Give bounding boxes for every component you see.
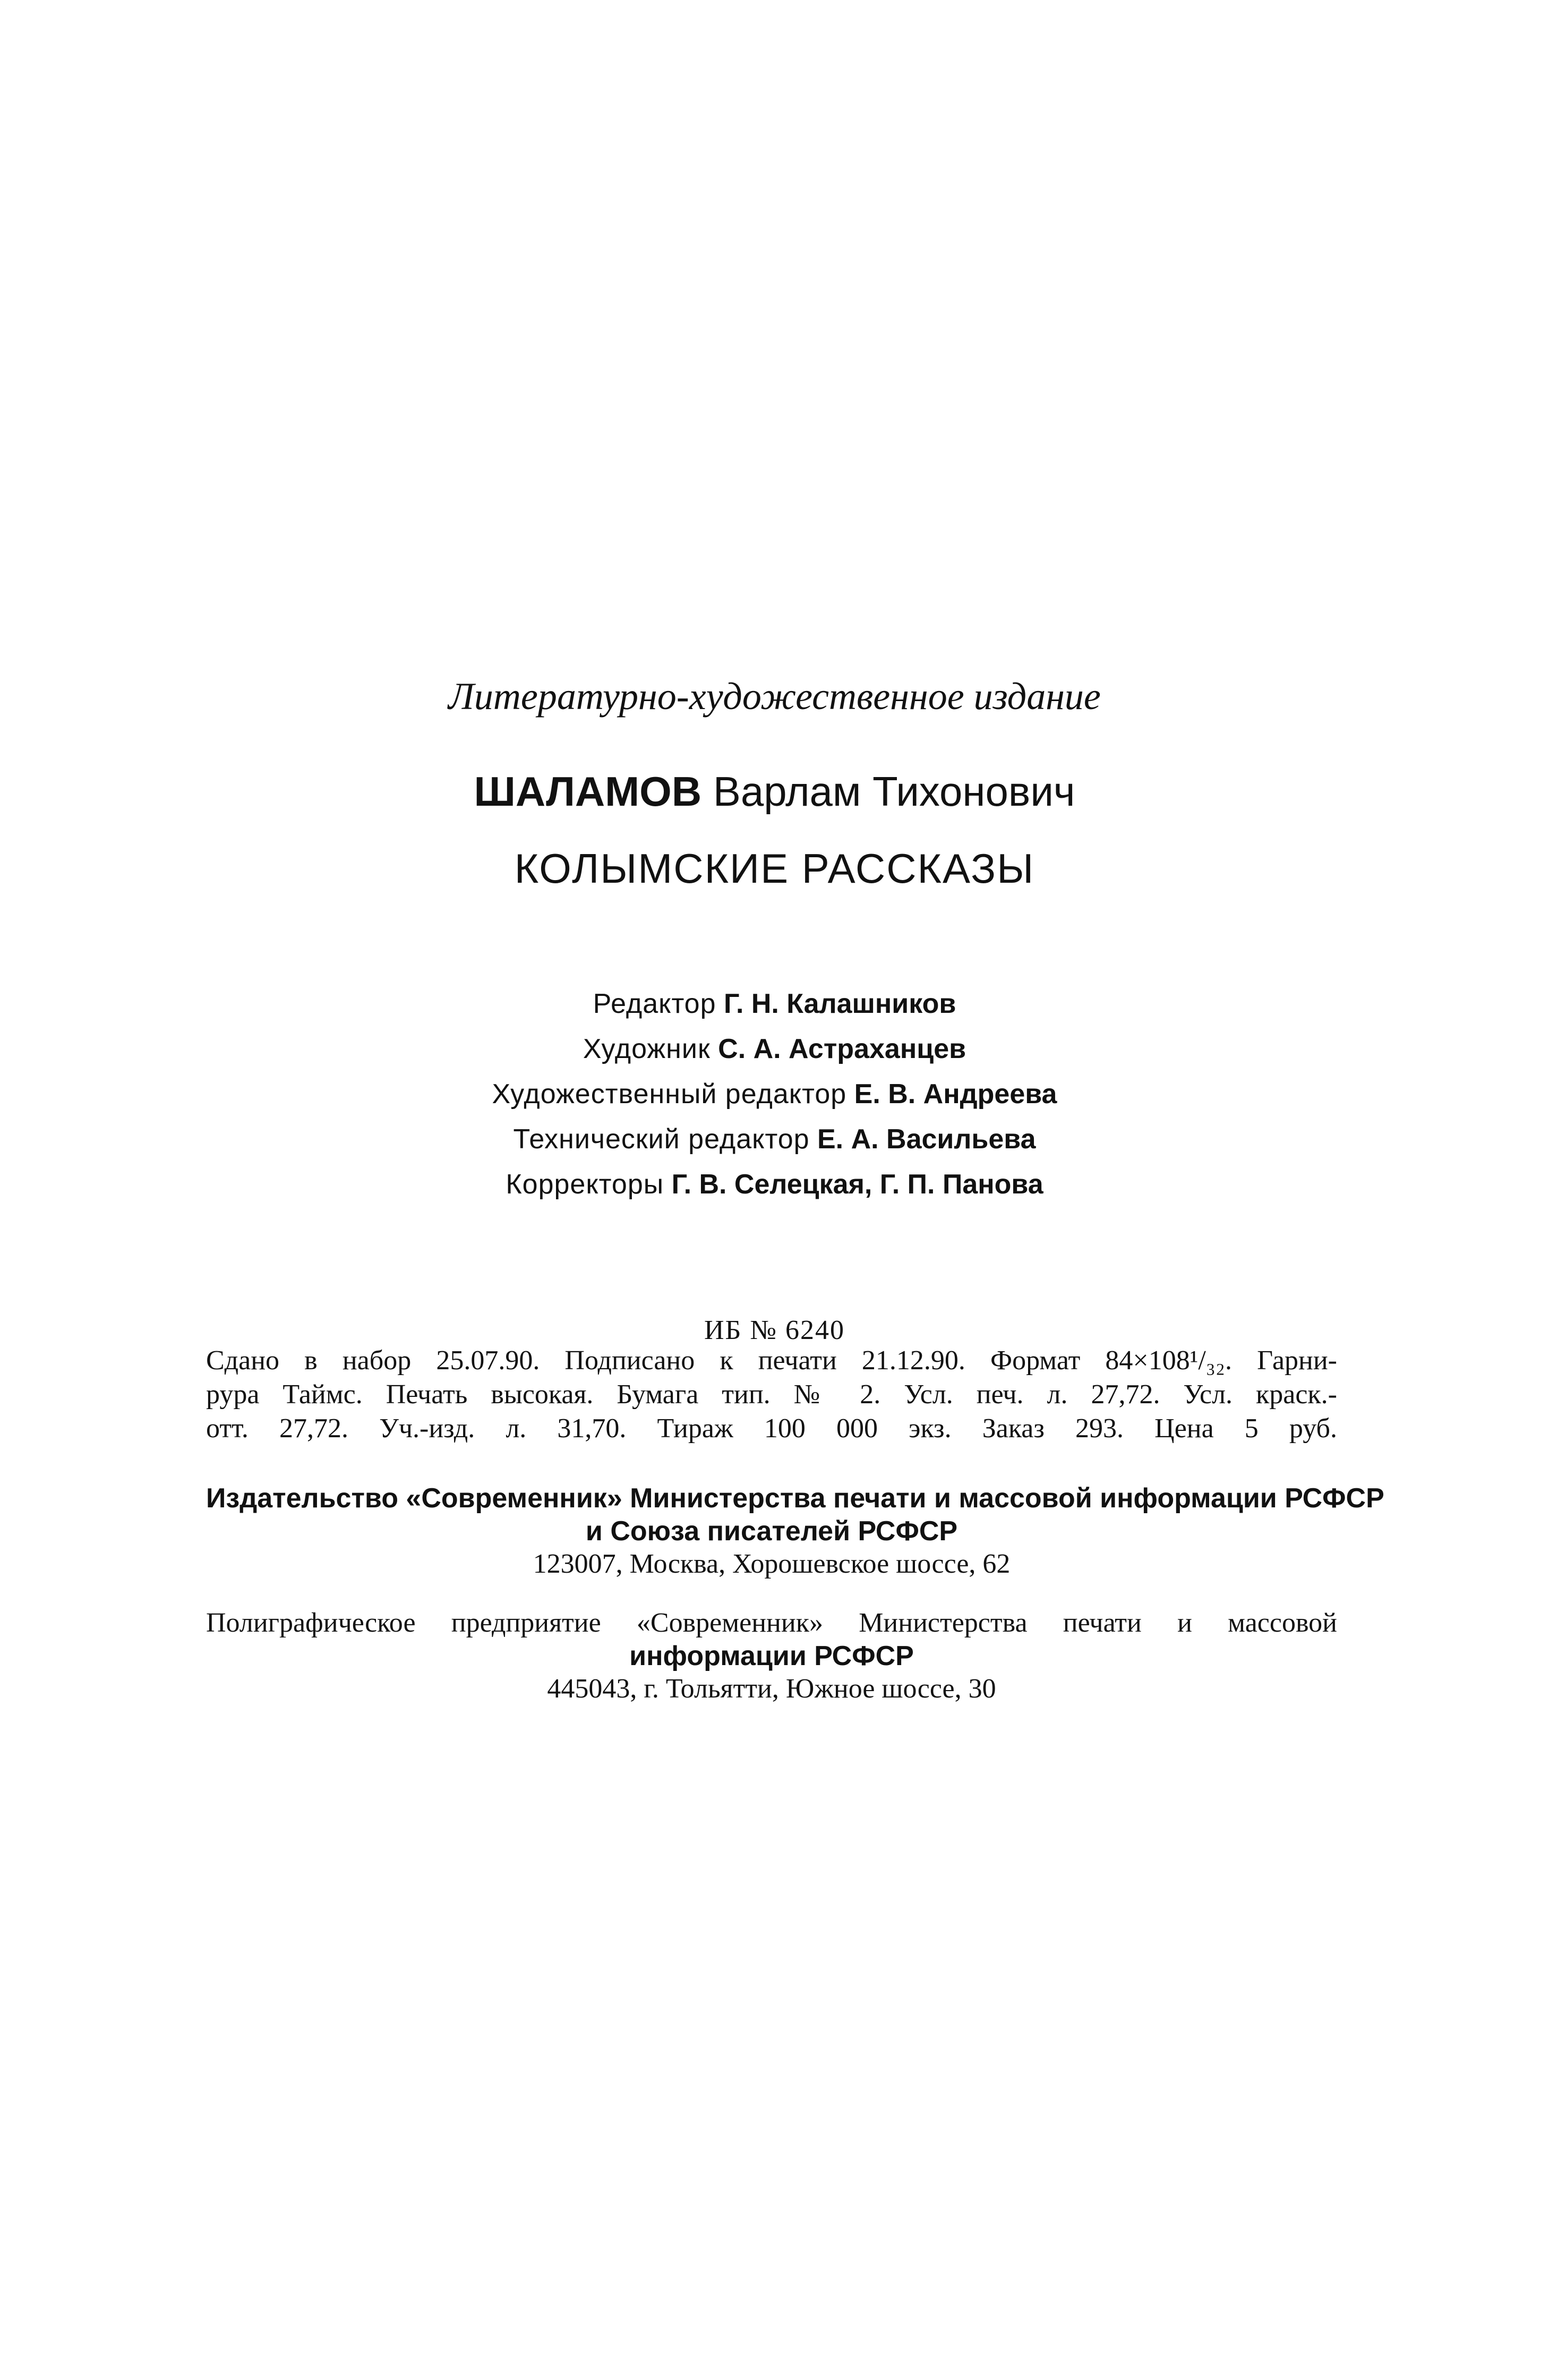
credit-art-editor <box>0 1078 1549 1110</box>
imprint-line: Сдано в набор 25.07.90. Подписано к печати 21.12.90. Формат 84×108¹/₃₂. Гарни- <box>206 1345 1337 1376</box>
credit-proofreaders <box>0 1168 1549 1200</box>
printer-block <box>206 1607 1337 1705</box>
printer-line: Полиграфическое предприятие «Современник» Министерства печати и массовой <box>206 1608 1337 1638</box>
author-surname: ШАЛАМОВ <box>474 768 702 815</box>
credit-technical-editor <box>0 1123 1549 1155</box>
credit-role: Художник <box>583 1034 711 1064</box>
publisher-block <box>206 1482 1384 1581</box>
publisher-line: Издательство «Современник» Министерства печати и массовой информации РСФСР <box>206 1483 1384 1514</box>
printer-line: информации РСФСР <box>629 1641 914 1671</box>
publisher-line: и Союза писателей РСФСР <box>585 1516 958 1547</box>
credit-editor <box>0 988 1549 1020</box>
publisher-address: 123007, Москва, Хорошевское шоссе, 62 <box>533 1549 1011 1579</box>
imprint-line: отт. 27,72. Уч.-изд. л. 31,70. Тираж 100 000 экз. Заказ 293. Цена 5 руб. <box>206 1413 1337 1444</box>
printer-address: 445043, г. Тольятти, Южное шоссе, 30 <box>547 1674 996 1704</box>
credit-person: Е. В. Андреева <box>854 1079 1057 1110</box>
credit-person: Е. А. Васильева <box>817 1124 1036 1155</box>
credit-role: Корректоры <box>506 1169 664 1200</box>
ib-number: ИБ № 6240 <box>704 1315 845 1345</box>
imprint-block <box>206 1344 1337 1446</box>
imprint-line: рура Таймс. Печать высокая. Бумага тип. № 2. Усл. печ. л. 27,72. Усл. краск.- <box>206 1379 1337 1410</box>
credit-person: С. А. Астраханцев <box>718 1034 966 1064</box>
credit-artist <box>0 1033 1549 1065</box>
credit-person: Г. В. Селецкая, Г. П. Панова <box>671 1169 1043 1200</box>
credit-role: Художественный редактор <box>492 1079 847 1110</box>
edition-type: Литературно-художественное издание <box>448 675 1101 718</box>
book-title: КОЛЫМСКИЕ РАССКАЗЫ <box>514 845 1035 892</box>
credit-role: Редактор <box>593 988 716 1019</box>
credit-role: Технический редактор <box>513 1124 810 1155</box>
author-name <box>0 767 1549 816</box>
credit-person: Г. Н. Калашников <box>723 988 956 1019</box>
author-given-names: Варлам Тихонович <box>713 768 1075 815</box>
